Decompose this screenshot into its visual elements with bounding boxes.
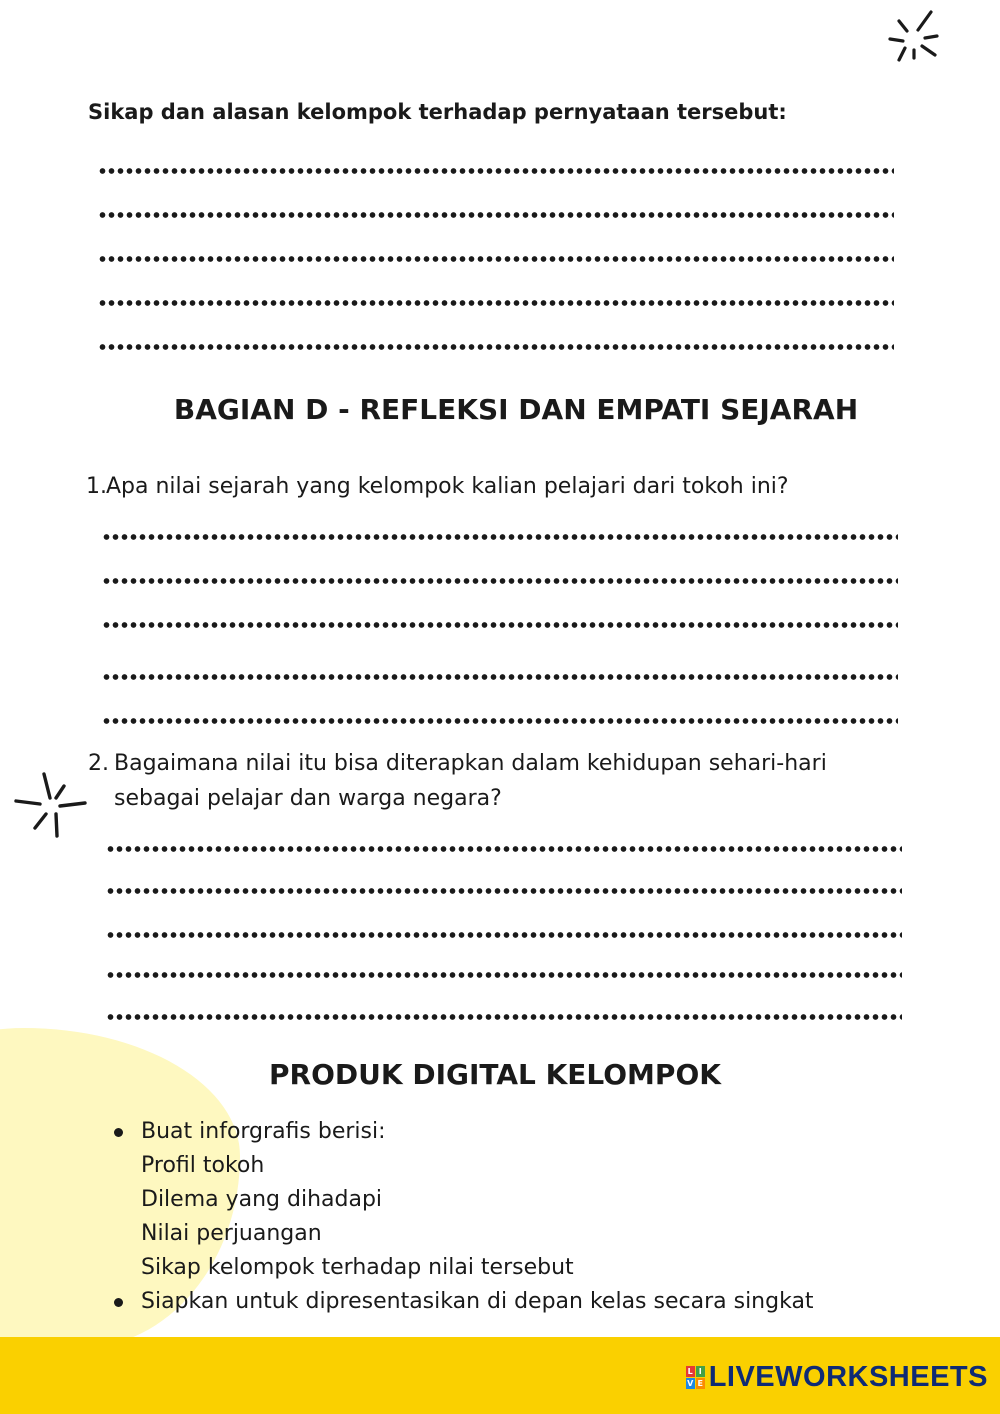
list-item xyxy=(114,1285,814,1319)
answer-line[interactable] xyxy=(106,931,902,939)
answer-line[interactable] xyxy=(102,673,898,681)
question-2 xyxy=(88,746,868,816)
logo-icon xyxy=(686,1366,705,1389)
question-text: Apa nilai sejarah yang kelompok kalian pelajari dari tokoh ini? xyxy=(106,474,789,499)
question-1 xyxy=(86,469,926,504)
bullet-icon xyxy=(114,1128,123,1137)
product-heading: PRODUK DIGITAL KELOMPOK xyxy=(269,1058,721,1091)
answer-lines-q1[interactable] xyxy=(102,528,898,728)
sub-item: Nilai perjuangan xyxy=(141,1221,322,1246)
sub-item: Dilema yang dihadapi xyxy=(141,1187,383,1212)
starburst-icon xyxy=(10,766,90,848)
answer-line[interactable] xyxy=(98,211,894,219)
answer-line[interactable] xyxy=(102,533,898,541)
answer-line[interactable] xyxy=(102,717,898,725)
sub-item: Profil tokoh xyxy=(141,1153,265,1178)
answer-line[interactable] xyxy=(102,621,898,629)
answer-line[interactable] xyxy=(106,845,902,853)
bullet-icon xyxy=(114,1298,123,1307)
starburst-icon xyxy=(885,6,943,66)
question-number: 2. xyxy=(88,751,109,776)
answer-line[interactable] xyxy=(106,887,902,895)
section-d-heading: BAGIAN D - REFLEKSI DAN EMPATI SEJARAH xyxy=(173,393,859,426)
product-list xyxy=(114,1115,814,1319)
logo-letter: L xyxy=(687,1367,693,1376)
answer-line[interactable] xyxy=(98,299,894,307)
answer-lines-q2[interactable] xyxy=(106,838,902,1028)
answer-line[interactable] xyxy=(98,343,894,351)
list-item xyxy=(114,1115,814,1285)
logo-letter: I xyxy=(696,1366,705,1377)
answer-line[interactable] xyxy=(102,577,898,585)
answer-line[interactable] xyxy=(98,167,894,175)
question-number: 1. xyxy=(86,474,107,499)
logo-letter: E xyxy=(697,1379,703,1388)
answer-line[interactable] xyxy=(106,971,902,979)
brand-name: LIVEWORKSHEETS xyxy=(708,1361,988,1393)
bullet-text: Buat inforgrafis berisi: xyxy=(141,1119,386,1144)
sub-item: Sikap kelompok terhadap nilai tersebut xyxy=(141,1255,574,1280)
question-text: Bagaimana nilai itu bisa diterapkan dalam kehidupan sehari-hari sebagai pelajar dan warga negara? xyxy=(114,751,827,811)
answer-line[interactable] xyxy=(106,1013,902,1021)
liveworksheets-logo[interactable] xyxy=(686,1361,988,1394)
bullet-text: Siapkan untuk dipresentasikan di depan kelas secara singkat xyxy=(141,1289,814,1314)
footer-bar xyxy=(0,1337,1000,1414)
logo-letter: V xyxy=(687,1379,694,1388)
answer-lines-stance[interactable] xyxy=(98,160,894,356)
answer-line[interactable] xyxy=(98,255,894,263)
stance-prompt: Sikap dan alasan kelompok terhadap pernyataan tersebut: xyxy=(88,100,787,124)
